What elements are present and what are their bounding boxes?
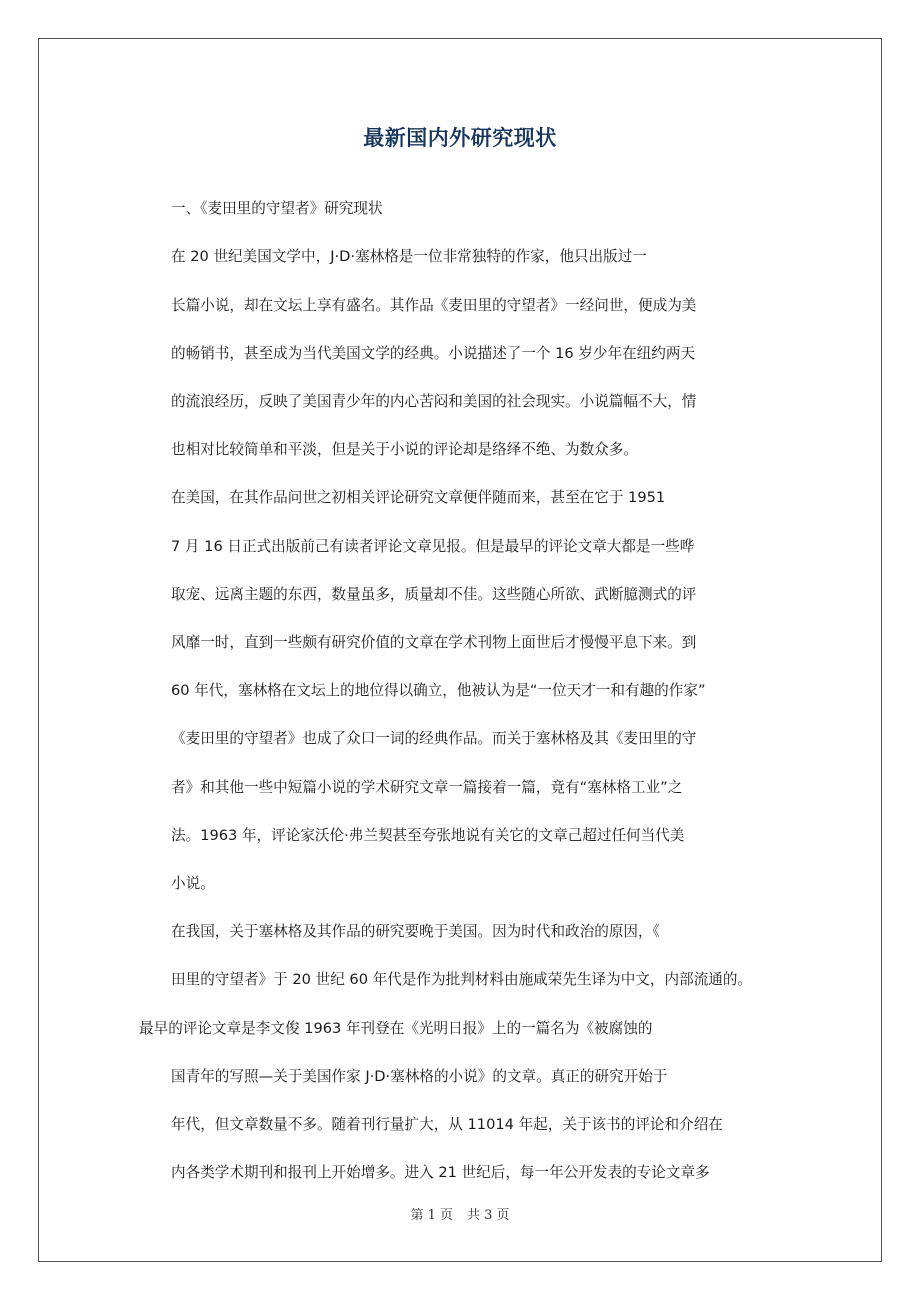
section-heading: 一、《麦田里的守望者》研究现状 [171,200,383,217]
page-footer [0,1205,920,1227]
body-line: 长篇小说，却在文坛上享有盛名。其作品《麦田里的守望者》一经问世，便成为美 [171,297,697,314]
page-total: 共 3 页 [467,1208,510,1223]
body-line: 7 月 16 日正式出版前己有读者评论文章见报。但是最早的评论文章大都是一些哗 [171,538,695,555]
body-line: 年代，但文章数量不多。随着刊行量扩大，从 11014 年起，关于该书的评论和介绍在 [171,1116,723,1133]
body-line: 也相对比较简单和平淡，但是关于小说的评论却是络绎不绝、为数众多。 [171,441,639,458]
body-line: 取宠、远离主题的东西，数量虽多，质量却不佳。这些随心所欲、武断臆测式的评 [171,586,697,603]
document-title: 最新国内外研究现状 [363,126,557,150]
body-line: 在我国，关于塞林格及其作品的研究要晚于美国。因为时代和政治的原因，《 [171,923,660,940]
body-line: 小说。 [171,875,215,892]
body-line: 最早的评论文章是李文俊 1963 年刊登在《光明日报》上的一篇名为《被腐蚀的 [139,1020,653,1037]
body-line: 法。1963 年，评论家沃伦·弗兰契甚至夸张地说有关它的文章己超过任何当代美 [171,827,685,844]
body-line: 《麦田里的守望者》也成了众口一词的经典作品。而关于塞林格及其《麦田里的守 [171,730,697,747]
body-line: 的畅销书，甚至成为当代美国文学的经典。小说描述了一个 16 岁少年在纽约两天 [171,345,696,362]
body-line: 国青年的写照—关于美国作家 J·D·塞林格的小说》的文章。真正的研究开始于 [171,1068,668,1085]
body-line: 的流浪经历，反映了美国青少年的内心苦闷和美国的社会现实。小说篇幅不大，情 [171,393,697,410]
body-line: 风靡一时，直到一些颇有研究价值的文章在学术刊物上面世后才慢慢平息下来。到 [171,634,697,651]
body-line: 在 20 世纪美国文学中，J·D·塞林格是一位非常独特的作家，他只出版过一 [171,248,647,265]
body-line: 60 年代，塞林格在文坛上的地位得以确立，他被认为是“一位天才一和有趣的作家” [171,682,706,699]
body-line: 田里的守望者》于 20 世纪 60 年代是作为批判材料由施咸荣先生译为中文，内部流通的。 [171,971,753,988]
body-line: 者》和其他一些中短篇小说的学术研究文章一篇接着一篇，竟有“塞林格工业”之 [171,779,683,796]
body-line: 在美国，在其作品问世之初相关评论研究文章便伴随而来，甚至在它于 1951 [171,489,666,506]
body-line: 内各类学术期刊和报刊上开始增多。进入 21 世纪后，每一年公开发表的专论文章多 [171,1164,710,1181]
page-number: 第 1 页 [410,1208,453,1223]
